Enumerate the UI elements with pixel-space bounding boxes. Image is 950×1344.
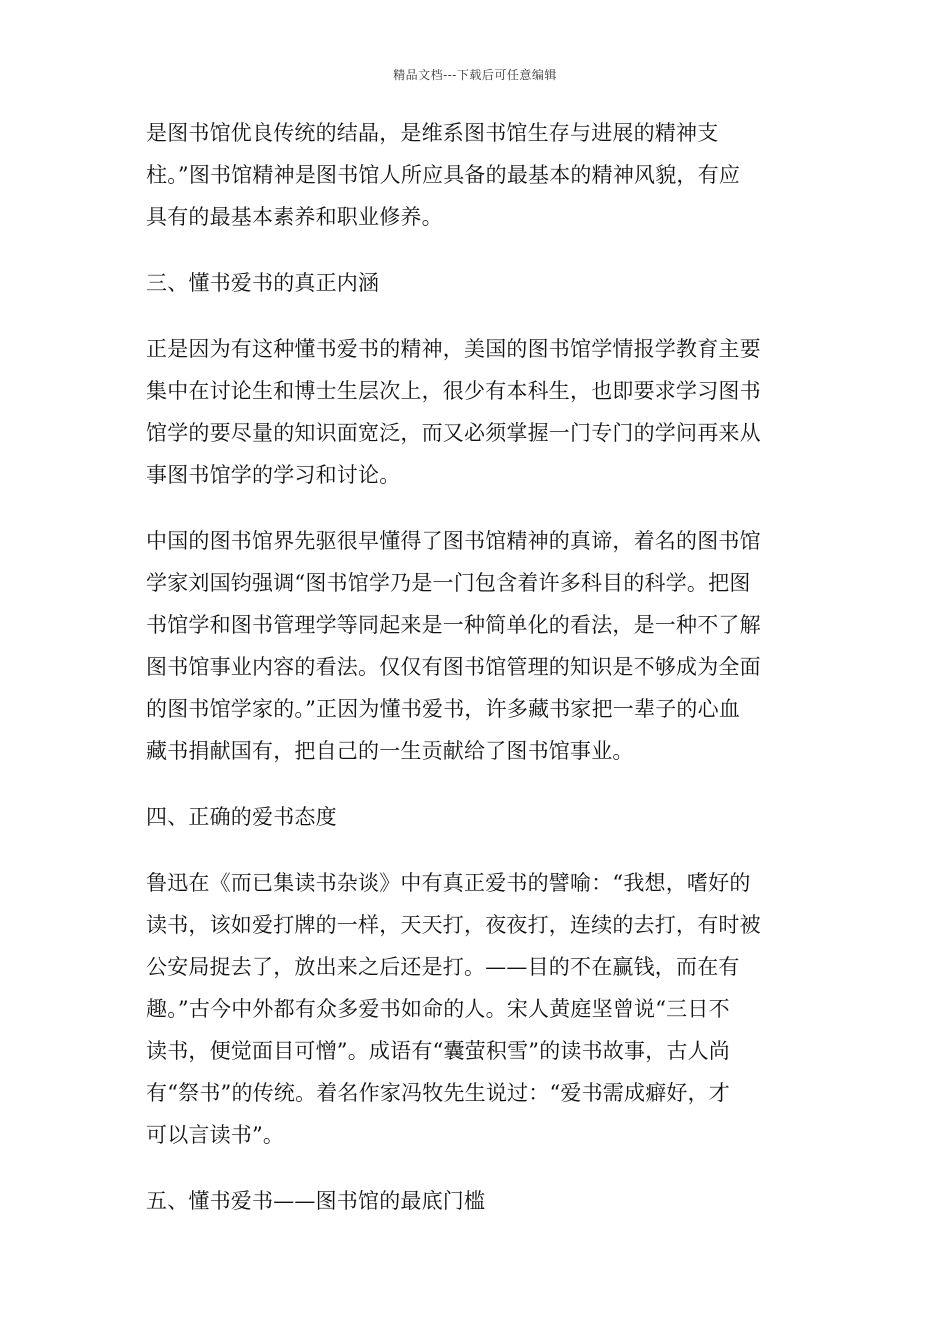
section-heading — [146, 262, 806, 304]
text-line: 的图书馆学家的。”正因为懂书爱书，许多藏书家把一辈子的心血 — [146, 697, 741, 721]
text-line: 藏书捐献国有，把自己的一生贡献给了图书馆事业。 — [146, 739, 634, 763]
text-line: 有“祭书”的传统。着名作家冯牧先生说过：“爱书需成癖好，才 — [146, 1081, 731, 1105]
heading-text: 四、正确的爱书态度 — [146, 805, 337, 829]
text-line: 学家刘国钧强调“图书馆学乃是一门包含着许多科目的科学。把图 — [146, 571, 751, 595]
document-body — [146, 112, 806, 1222]
paragraph — [146, 520, 806, 772]
text-line: 柱。”图书馆精神是图书馆人所应具备的最基本的精神风貌，有应 — [146, 163, 741, 187]
text-line: 事图书馆学的学习和讨论。 — [146, 463, 401, 487]
heading-text: 三、懂书爱书的真正内涵 — [146, 271, 380, 295]
text-line: 正是因为有这种懂书爱书的精神，美国的图书馆学情报学教育主要 — [146, 337, 761, 361]
text-line: 馆学的要尽量的知识面宽泛，而又必须掌握一门专门的学问再来从 — [146, 421, 761, 445]
text-line: 是图书馆优良传统的结晶，是维系图书馆生存与进展的精神支 — [146, 121, 719, 145]
text-line: 读书，便觉面目可憎”。成语有“囊萤积雪”的读书故事，古人尚 — [146, 1039, 731, 1063]
text-line: 公安局捉去了，放出来之后还是打。——目的不在赢钱，而在有 — [146, 955, 740, 979]
paragraph — [146, 328, 806, 496]
text-line: 书馆学和图书管理学等同起来是一种简单化的看法，是一种不了解 — [146, 613, 761, 637]
paragraph — [146, 112, 806, 238]
paragraph — [146, 862, 806, 1156]
text-line: 图书馆事业内容的看法。仅仅有图书馆管理的知识是不够成为全面 — [146, 655, 761, 679]
text-line: 可以言读书”。 — [146, 1123, 285, 1147]
text-line: 趣。”古今中外都有众多爱书如命的人。宋人黄庭坚曾说“三日不 — [146, 997, 730, 1021]
section-heading — [146, 1180, 806, 1222]
text-line: 中国的图书馆界先驱很早懂得了图书馆精神的真谛，着名的图书馆 — [146, 529, 761, 553]
page-header: 精品文档---下载后可任意编辑 — [393, 68, 557, 82]
heading-text: 五、懂书爱书——图书馆的最底门槛 — [146, 1189, 486, 1213]
text-line: 具有的最基本素养和职业修养。 — [146, 205, 443, 229]
section-heading — [146, 796, 806, 838]
text-line: 读书，该如爱打牌的一样，天天打，夜夜打，连续的去打，有时被 — [146, 913, 761, 937]
text-line: 鲁迅在《而已集读书杂谈》中有真正爱书的譬喻：“我想，嗜好的 — [146, 871, 751, 895]
text-line: 集中在讨论生和博士生层次上，很少有本科生，也即要求学习图书 — [146, 379, 761, 403]
